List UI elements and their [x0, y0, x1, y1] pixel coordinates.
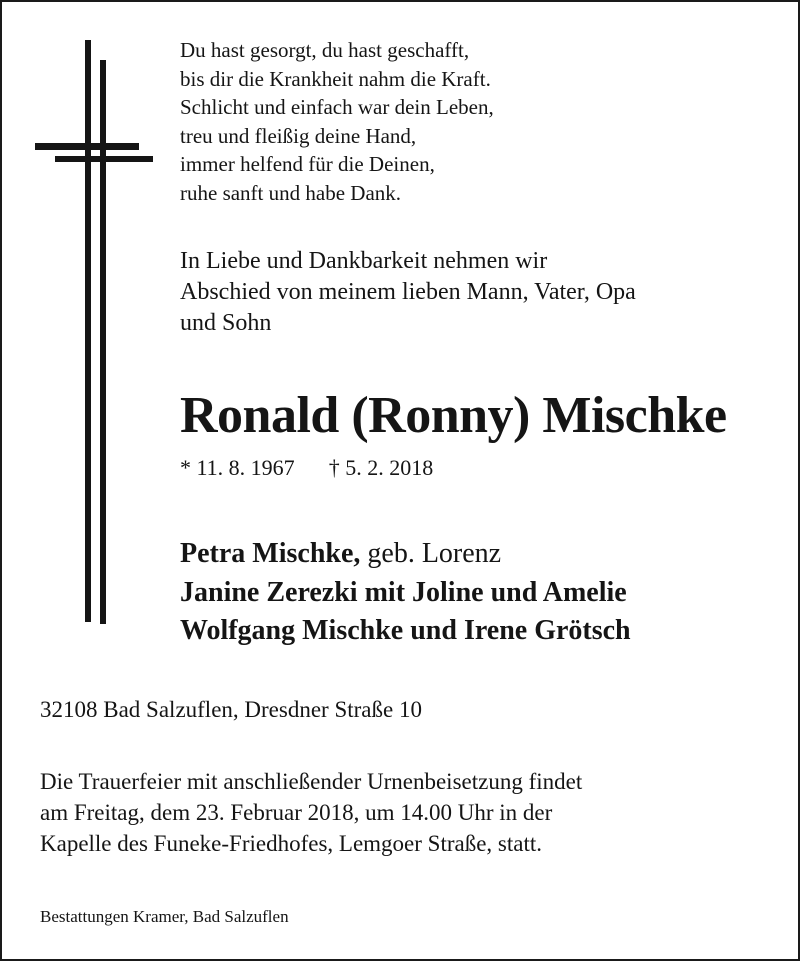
mourner-line — [180, 535, 631, 574]
mourner-wife-maiden-name: geb. Lorenz — [360, 538, 502, 569]
undertaker-credit: Bestattungen Kramer, Bad Salzuflen — [40, 907, 289, 926]
poem-line: ruhe sanft und habe Dank. — [180, 180, 402, 205]
poem-line: immer helfend für die Deinen, — [180, 152, 435, 176]
cross-horizontal-bar-1 — [35, 143, 139, 150]
death-date: † 5. 2. 2018 — [328, 455, 434, 480]
poem-line: bis dir die Krankheit nahm die Kraft. — [180, 66, 491, 91]
poem-line: Du hast gesorgt, du hast geschafft, — [180, 38, 470, 62]
mourner-line: Janine Zerezki mit Joline und Amelie — [180, 576, 627, 608]
funeral-ceremony-info — [40, 766, 582, 859]
mourner-line: Wolfgang Mischke und Irene Grötsch — [180, 615, 631, 646]
mourners-list — [180, 535, 631, 651]
intro-line: Abschied von meinem lieben Mann, Vater, Opa — [180, 279, 636, 305]
life-dates — [180, 453, 433, 483]
intro-line: und Sohn — [180, 310, 272, 336]
family-address: 32108 Bad Salzuflen, Dresdner Straße 10 — [40, 697, 422, 722]
birth-date: * 11. 8. 1967 — [180, 455, 295, 480]
ceremony-line: Kapelle des Funeke-Friedhofes, Lemgoer Straße, statt. — [40, 831, 543, 856]
cross-vertical-bar-1 — [85, 40, 91, 622]
memorial-poem — [180, 36, 494, 207]
poem-line: treu und fleißig deine Hand, — [180, 123, 417, 148]
cross-horizontal-bar-2 — [55, 156, 153, 162]
intro-line: In Liebe und Dankbarkeit nehmen wir — [180, 248, 548, 274]
mourner-wife-name: Petra Mischke, — [180, 538, 361, 569]
ceremony-line: Die Trauerfeier mit anschließender Urnenbeisetzung findet — [40, 769, 583, 794]
poem-line: Schlicht und einfach war dein Leben, — [180, 95, 494, 119]
farewell-intro — [180, 246, 636, 339]
deceased-name: Ronald (Ronny) Mischke — [180, 387, 727, 444]
ceremony-line: am Freitag, dem 23. Februar 2018, um 14.00 Uhr in der — [40, 800, 553, 825]
